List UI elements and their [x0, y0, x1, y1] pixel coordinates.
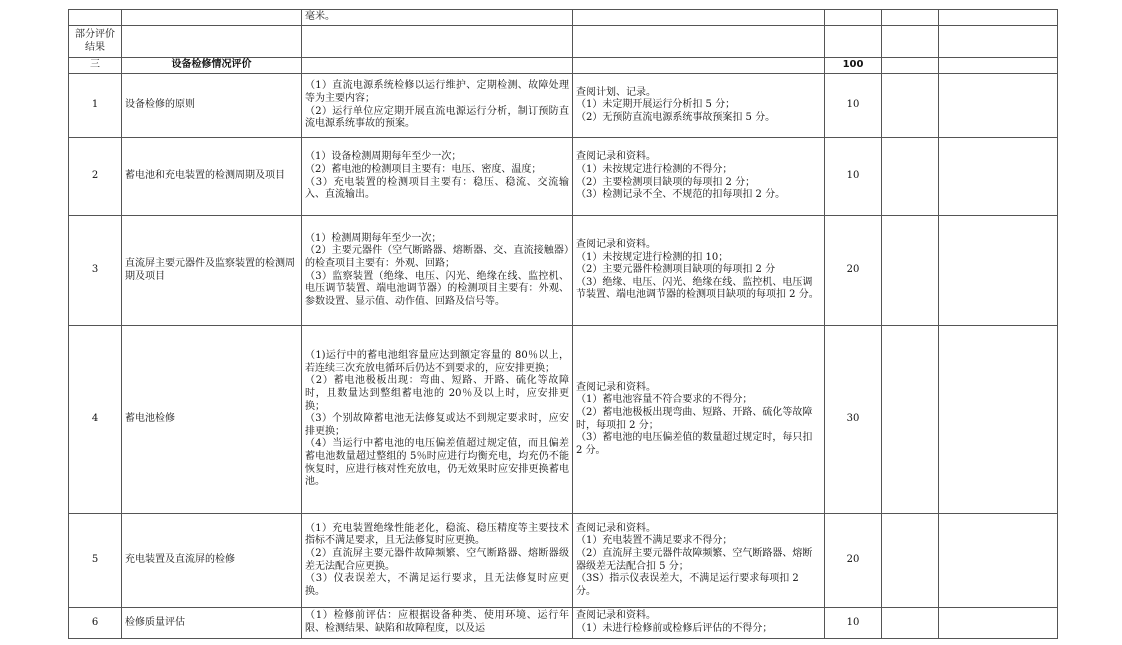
cell-remark: [939, 138, 1058, 216]
method-line: （1）蓄电池容量不符合要求的不得分；: [576, 394, 753, 406]
row-standard: [302, 326, 573, 514]
partial-result-label: 部分评价结果: [69, 26, 122, 58]
standard-line: （1）检测周期每年至少一次；: [305, 232, 442, 244]
table-row: [69, 74, 1058, 138]
row-item: 蓄电池和充电装置的检测周期及项目: [122, 138, 302, 216]
standard-line: （2）主要元器件（空气断路器、熔断器、交、直流接触器）的检查项目主要有：外观、回路；: [305, 245, 569, 269]
cell-remark: [939, 10, 1058, 26]
cell-deduction: [882, 58, 939, 74]
row-number: 6: [69, 608, 122, 639]
row-number: 1: [69, 74, 122, 138]
method-line: （3S）指示仪表误差大，不满足运行要求每项扣 2 分。: [576, 573, 799, 597]
cell-deduction: [882, 74, 939, 138]
method-line: （2）主要元器件检测项目缺项的每项扣 2 分: [576, 264, 776, 276]
cell-deduction: [882, 10, 939, 26]
method-line: （1）未按规定进行检测的不得分；: [576, 163, 733, 175]
cell-remark: [939, 74, 1058, 138]
cell-deduction: [882, 514, 939, 608]
method-line: （2）直流屏主要元器件故障频繁、空气断路器、熔断器级差无法配合扣 5 分；: [576, 547, 813, 572]
cell-method: [573, 58, 825, 74]
evaluation-table: [68, 9, 1058, 639]
section-index: 三: [69, 58, 122, 74]
cell-score: [825, 26, 882, 58]
standard-line: （3）个别故障蓄电池无法修复或达不到规定要求时，应安排更换；: [305, 413, 569, 437]
row-standard: [302, 608, 573, 639]
method-line: （1）充电装置不满足要求不得分；: [576, 535, 733, 547]
method-line: （2）主要检测项目缺项的每项扣 2 分；: [576, 176, 756, 188]
method-line: （3）蓄电池的电压偏差值的数量超过规定时，每只扣 2 分。: [576, 432, 813, 456]
method-line: （3）检测记录不全、不规范的扣每项扣 2 分。: [576, 189, 786, 201]
cell-standard: [302, 26, 573, 58]
cell-remark: [939, 608, 1058, 639]
partial-result-row: [69, 26, 1058, 58]
cell-standard: 毫米。: [302, 10, 573, 26]
row-method: [573, 608, 825, 639]
method-line: 查阅记录和资料。: [576, 239, 656, 251]
cell-remark: [939, 326, 1058, 514]
table-row: [69, 514, 1058, 608]
cell-item: [122, 26, 302, 58]
row-standard: [302, 514, 573, 608]
row-score: 10: [825, 608, 882, 639]
row-score: 20: [825, 514, 882, 608]
standard-line: （1）直流电源系统检修以运行维护、定期检测、故障处理等为主要内容；: [305, 80, 569, 104]
table-row: [69, 216, 1058, 326]
standard-line: （3）监察装置（绝缘、电压、闪光、绝缘在线、监控机、电压调节装置、端电池调节器）的检测项目主要有：外观、参数设置、显示值、动作值、回路及信号等。: [305, 270, 569, 307]
method-line: 查阅记录和资料。: [576, 151, 656, 163]
table-row: [69, 326, 1058, 514]
row-number: 3: [69, 216, 122, 326]
row-standard: [302, 74, 573, 138]
cell-deduction: [882, 216, 939, 326]
row-method: [573, 216, 825, 326]
method-line: （3）绝缘、电压、闪光、绝缘在线、监控机、电压调节装置、端电池调节器的检测项目缺项的每项扣 2 分。: [576, 276, 819, 301]
cell-remark: [939, 26, 1058, 58]
row-item: 充电装置及直流屏的检修: [122, 514, 302, 608]
standard-line: （2）运行单位应定期开展直流电源运行分析，制订预防直流电源系统事故的预案。: [305, 105, 569, 130]
method-line: （1）未定期开展运行分析扣 5 分；: [576, 99, 736, 111]
cell-deduction: [882, 608, 939, 639]
row-standard: [302, 216, 573, 326]
standard-line: （1）检修前评估：应根据设备种类、使用环境、运行年限、检测结果、缺陷和故障程度，以及运: [305, 610, 569, 634]
cell-deduction: [882, 138, 939, 216]
row-method: [573, 138, 825, 216]
cell-item: [122, 10, 302, 26]
row-item: 直流屏主要元器件及监察装置的检测周期及项目: [122, 216, 302, 326]
method-line: （1）未按规定进行检测的扣 10；: [576, 251, 729, 263]
section-total-score: 100: [825, 58, 882, 74]
cell-deduction: [882, 326, 939, 514]
cell-remark: [939, 514, 1058, 608]
row-number: 5: [69, 514, 122, 608]
standard-line: （3）充电装置的检测项目主要有：稳压、稳流、交流输入、直流输出。: [305, 176, 569, 201]
cell-deduction: [882, 26, 939, 58]
row-method: [573, 74, 825, 138]
standard-line: （2）蓄电池极板出现：弯曲、短路、开路、硫化等故障时，且数量达到整组蓄电池的 20％及以上时，应安排更换；: [305, 375, 569, 412]
method-line: 查阅计划、记录。: [576, 86, 656, 98]
method-line: （1）未进行检修前或检修后评估的不得分；: [576, 623, 773, 634]
row-number: 4: [69, 326, 122, 514]
cell-standard: [302, 58, 573, 74]
cell-method: [573, 26, 825, 58]
standard-line: （1）充电装置绝缘性能老化，稳流、稳压精度等主要技术指标不满足要求，且无法修复时应更换。: [305, 522, 569, 547]
row-score: 20: [825, 216, 882, 326]
row-item: 检修质量评估: [122, 608, 302, 639]
row-standard: [302, 138, 573, 216]
section-title: 设备检修情况评价: [122, 58, 302, 74]
method-line: 查阅记录和资料。: [576, 522, 656, 534]
standard-line: （2）直流屏主要元器件故障频繁、空气断路器、熔断器级差无法配合应更换。: [305, 547, 569, 572]
continuation-row: [69, 10, 1058, 26]
cell-score: [825, 10, 882, 26]
table-row: [69, 608, 1058, 639]
row-item: 设备检修的原则: [122, 74, 302, 138]
row-item: 蓄电池检修: [122, 326, 302, 514]
table-row: [69, 138, 1058, 216]
row-number: 2: [69, 138, 122, 216]
row-score: 10: [825, 138, 882, 216]
method-line: 查阅记录和资料。: [576, 610, 656, 622]
standard-line: （1)运行中的蓄电池组容量应达到额定容量的 80％以上，若连续三次充放电循环后仍达不到要求的，应安排更换；: [305, 350, 569, 374]
method-line: （2）蓄电池极板出现弯曲、短路、开路、硫化等故障时，每项扣 2 分；: [576, 406, 813, 431]
method-line: 查阅记录和资料。: [576, 381, 656, 393]
cell-remark: [939, 216, 1058, 326]
row-method: [573, 326, 825, 514]
standard-line: （2）蓄电池的检测项目主要有：电压、密度、温度；: [305, 163, 542, 175]
cell-remark: [939, 58, 1058, 74]
section-header-row: [69, 58, 1058, 74]
cell-method: [573, 10, 825, 26]
standard-line: （4）当运行中蓄电池的电压偏差值超过规定值，而且偏差蓄电池数量超过整组的 5％时应进行均衡充电，均充仍不能恢复时，应进行核对性充放电，仍无效果时应安排更换蓄电池。: [305, 438, 569, 488]
method-line: （2）无预防直流电源系统事故预案扣 5 分。: [576, 111, 776, 123]
row-score: 10: [825, 74, 882, 138]
standard-line: （1）设备检测周期每年至少一次；: [305, 151, 462, 163]
cell-no: [69, 10, 122, 26]
row-method: [573, 514, 825, 608]
standard-line: （3）仪表误差大，不满足运行要求，且无法修复时应更换。: [305, 573, 569, 597]
row-score: 30: [825, 326, 882, 514]
